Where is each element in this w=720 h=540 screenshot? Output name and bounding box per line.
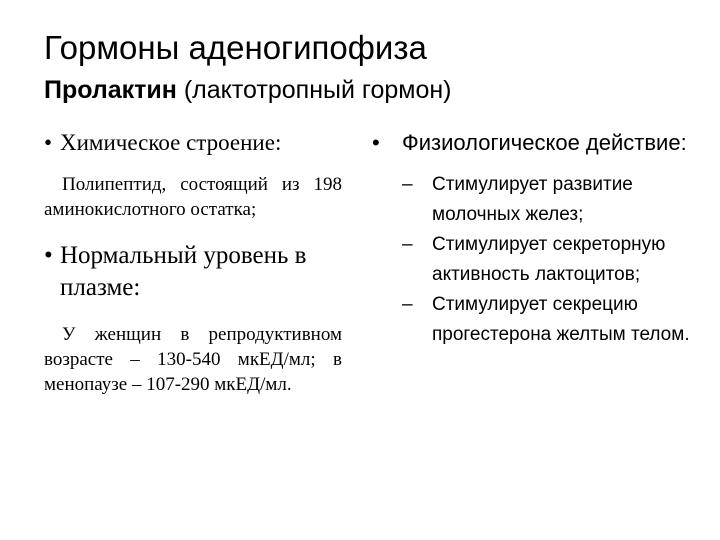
chemical-structure-text: Полипептид, состоящий из 198 аминокислотного остатка; <box>44 174 342 220</box>
list-item <box>402 170 692 230</box>
subtitle-hormone-alias: (лактотропный гормон) <box>176 76 452 104</box>
bullet-title: Нормальный уровень в плазме: <box>60 242 307 301</box>
left-column <box>44 128 342 397</box>
bullet-physiological-action <box>372 128 692 158</box>
list-item <box>402 290 692 350</box>
right-column <box>372 128 692 350</box>
bullet-title: Физиологическое действие: <box>402 130 687 155</box>
dash-marker: – <box>402 294 413 315</box>
normal-level-text: У женщин в репродуктивном возрасте – 130-540 мкЕД/мл; в менопаузе – 107-290 мкЕД/мл. <box>44 324 342 395</box>
dash-marker: – <box>402 174 413 195</box>
subtitle-hormone-name: Пролактин <box>44 76 177 104</box>
bullet-normal-level <box>44 240 342 304</box>
bullet-title: Химическое строение: <box>60 130 282 155</box>
list-item-text: Стимулирует секрецию прогестерона желтым телом. <box>432 294 690 345</box>
dash-marker: – <box>402 234 413 255</box>
slide-title: Гормоны аденогипофиза <box>44 29 427 66</box>
action-list <box>372 170 692 350</box>
bullet-marker: • <box>372 130 380 155</box>
bullet-marker: • <box>44 130 53 155</box>
bullet-chemical-structure <box>44 128 342 158</box>
bullet-marker: • <box>44 242 53 269</box>
slide-subtitle <box>44 74 452 106</box>
list-item <box>402 230 692 290</box>
list-item-text: Стимулирует секреторную активность лактоцитов; <box>432 234 666 285</box>
list-item-text: Стимулирует развитие молочных желез; <box>432 174 633 225</box>
